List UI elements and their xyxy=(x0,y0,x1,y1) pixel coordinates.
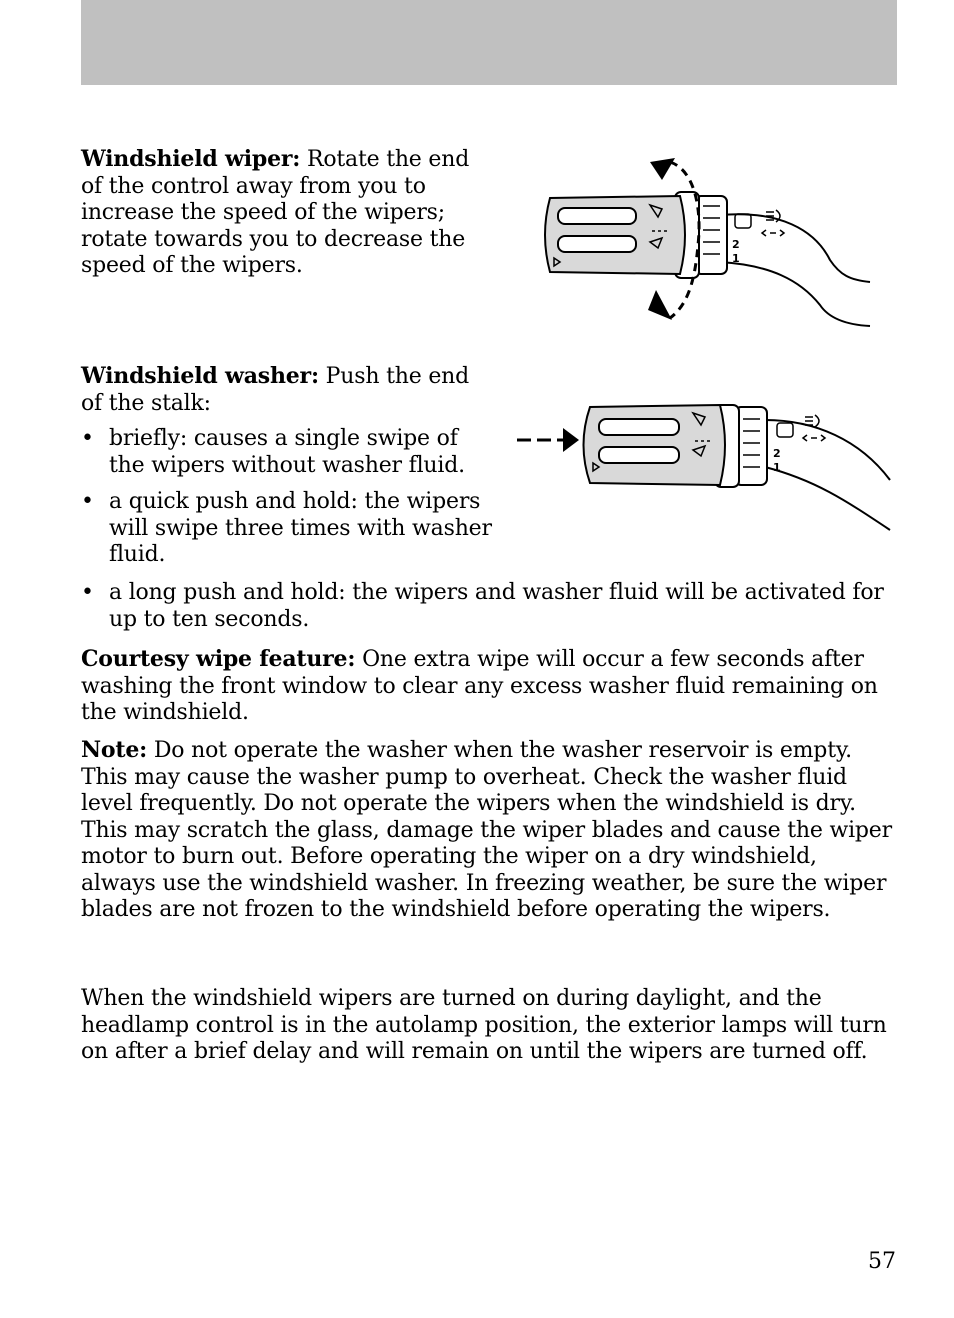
rotate-arrow-top-head xyxy=(650,158,675,180)
bullet-dot: • xyxy=(81,426,94,451)
courtesy-heading: Courtesy wipe feature: xyxy=(81,646,356,672)
washer-bullet-2 xyxy=(81,489,501,569)
push-arrow-head xyxy=(563,428,579,452)
rotate-arrow-bottom-head xyxy=(648,290,672,320)
wiper-heading: Windshield wiper: xyxy=(81,146,301,172)
washer-bullet-1 xyxy=(81,426,491,486)
stalk-label-1: 1 xyxy=(732,252,740,265)
wiper-text: Rotate the end of the control away from you to increase the speed of the wipers; rotate towards you to decrease the speed of the wipers. xyxy=(81,147,470,278)
stalk-label-1: 1 xyxy=(773,461,781,474)
washer-heading: Windshield washer: xyxy=(81,363,319,389)
note-paragraph xyxy=(81,737,897,924)
washer-stalk-illustration xyxy=(515,395,895,540)
stalk-label-2: 2 xyxy=(773,447,781,460)
note-text: Do not operate the washer when the washer reservoir is empty. This may cause the washer pump to overheat. Check the washer fluid level frequently. Do not operate the wipers when the windshield is dry. This may scratch the glass, damage the wiper blades and cause the wiper motor to burn out. Before operating the wiper on a dry windshield, always use the windshield washer. In freezing weather, be sure the wiper blades are not frozen to the windshield before operating the wipers. xyxy=(81,738,892,922)
stalk-label-2: 2 xyxy=(732,238,740,251)
autolamp-paragraph: When the windshield wipers are turned on during daylight, and the headlamp control is in the autolamp position, the exterior lamps will turn on after a brief delay and will remain on until the wipers are turned off. xyxy=(81,986,887,1064)
washer-bullet-3 xyxy=(81,580,897,640)
courtesy-paragraph xyxy=(81,646,897,727)
washer-bullet-1-text: briefly: causes a single swipe of the wipers without washer fluid. xyxy=(109,426,465,478)
washer-bullet-2-text: a quick push and hold: the wipers will swipe three times with washer fluid. xyxy=(109,489,492,567)
bullet-dot: • xyxy=(81,489,94,514)
header-band xyxy=(81,0,897,85)
wiper-stalk-illustration xyxy=(530,150,875,330)
wiper-paragraph xyxy=(81,146,481,280)
note-heading: Note: xyxy=(81,737,148,763)
bullet-dot: • xyxy=(81,580,94,605)
washer-push-figure xyxy=(515,395,895,540)
washer-paragraph xyxy=(81,363,481,417)
courtesy-text: One extra wipe will occur a few seconds after washing the front window to clear any excess washer fluid remaining on the windshield. xyxy=(81,647,878,725)
washer-bullet-3-text: a long push and hold: the wipers and washer fluid will be activated for up to ten seconds. xyxy=(109,580,884,632)
washer-text: Push the end of the stalk: xyxy=(81,364,469,416)
wiper-rotate-figure xyxy=(530,150,875,330)
page-number: 57 xyxy=(868,1249,896,1274)
